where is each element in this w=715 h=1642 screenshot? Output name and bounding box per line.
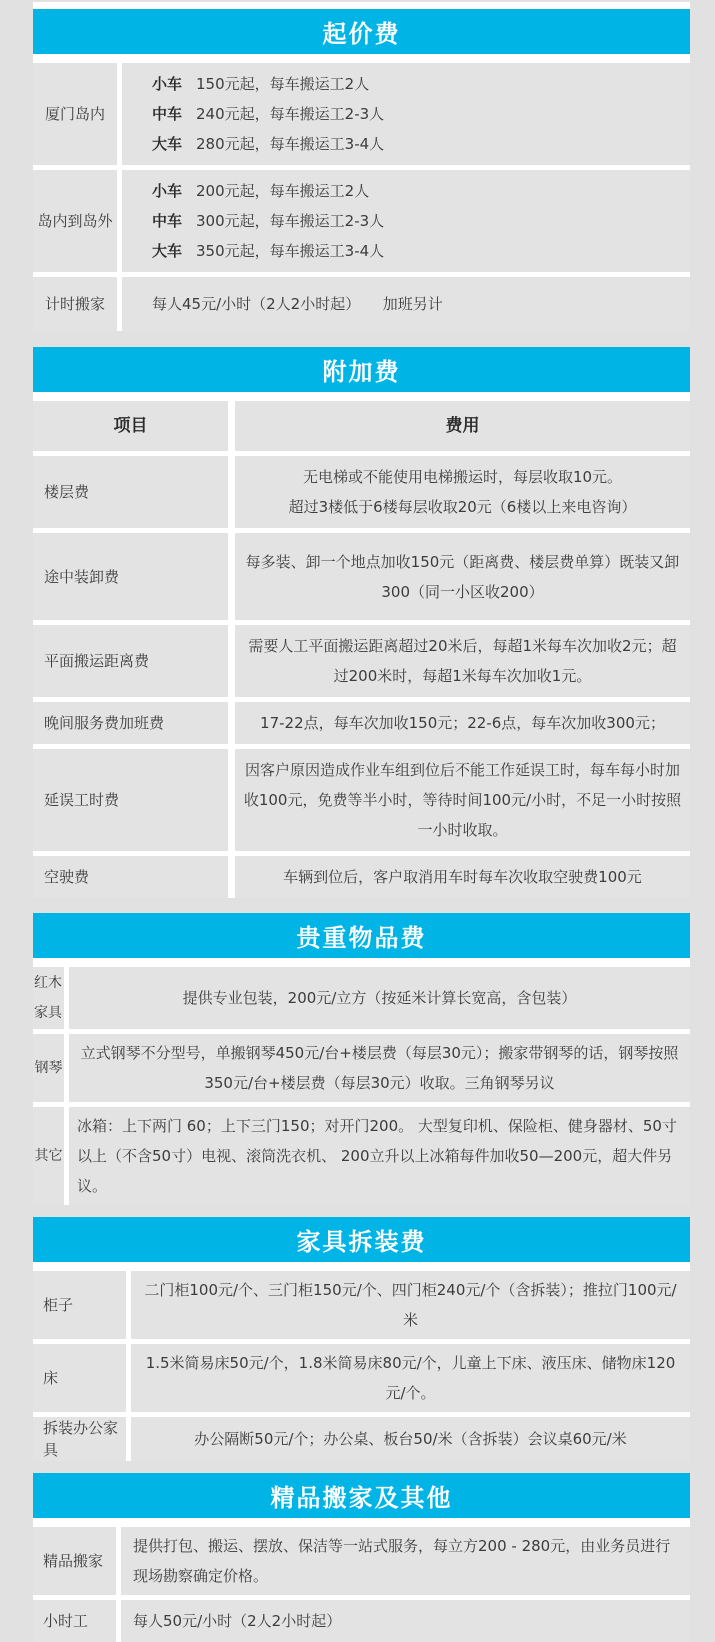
table-row: [33, 1271, 690, 1339]
price-line: [152, 206, 682, 236]
table-row: [33, 63, 690, 165]
table-row: [33, 967, 690, 1029]
table-row: [33, 1600, 690, 1642]
price-desc: 300元起，每车搬运工2-3人: [196, 212, 385, 230]
price-line: [152, 99, 682, 129]
price-line: [152, 129, 682, 159]
fee-text: 17-22点，每车次加收150元；22-6点，每车次加收300元；: [260, 714, 665, 732]
vehicle-type: 中车: [152, 212, 183, 230]
table-row: [33, 456, 690, 528]
column-header-item: 项目: [33, 401, 228, 451]
price-desc: 240元起，每车搬运工2-3人: [196, 105, 385, 123]
vehicle-type: 小车: [152, 182, 183, 200]
pricing-sheet: [33, 2, 690, 1642]
row-value: [235, 625, 690, 697]
fee-line: 无电梯或不能使用电梯搬运时，每层收取10元。: [302, 468, 623, 486]
table-row: [33, 1344, 690, 1412]
price-desc: 200元起，每车搬运工2人: [196, 182, 370, 200]
vehicle-type: 大车: [152, 135, 183, 153]
row-value: [131, 1271, 690, 1339]
fee-text: 车辆到位后，客户取消用车时每车次收取空驶费100元: [283, 868, 642, 886]
table-row: [33, 856, 690, 898]
price-desc: 280元起，每车搬运工3-4人: [196, 135, 385, 153]
row-label: 精品搬家: [33, 1527, 116, 1595]
price-line: 每人45元/小时（2人2小时起） 加班另计: [152, 295, 443, 313]
row-value: [235, 533, 690, 620]
section-furniture: [33, 1217, 690, 1461]
row-value: [122, 277, 690, 331]
row-label: 拆装办公家具: [33, 1417, 126, 1461]
row-value: [235, 749, 690, 851]
table-row: [33, 1107, 690, 1205]
row-label: 途中装卸费: [33, 533, 228, 620]
fee-text: 因客户原因造成作业车组到位后不能工作延误工时，每车每小时加收100元，免费等半小时，等待时间100元/小时，不足一小时按照一小时收取。: [243, 761, 682, 839]
vehicle-type: 中车: [152, 105, 183, 123]
row-label: 钢琴: [33, 1034, 64, 1102]
row-value: [122, 63, 690, 165]
row-value: [69, 967, 690, 1029]
section-title-surcharge: 附加费: [33, 347, 690, 392]
price-desc: 350元起，每车搬运工3-4人: [196, 242, 385, 260]
fee-text: 1.5米简易床50元/个，1.8米简易床80元/个，儿童上下床、液压床、储物床120元/个。: [145, 1354, 676, 1402]
section-base-fee: [33, 2, 690, 331]
table-row: [33, 1034, 690, 1102]
row-label: 岛内到岛外: [33, 170, 117, 272]
table-row: [33, 533, 690, 620]
table-row: [33, 702, 690, 744]
row-label: 床: [33, 1344, 126, 1412]
section-valuables: [33, 913, 690, 1205]
section-surcharge: [33, 347, 690, 898]
section-title-valuables: 贵重物品费: [33, 913, 690, 958]
fee-text: 每多装、卸一个地点加收150元（距离费、楼层费单算）既装又卸300（同一小区收200）: [245, 552, 680, 601]
fee-text: 提供专业包装，200元/立方（按延米计算长宽高，含包装）: [182, 989, 577, 1007]
row-value: [69, 1107, 690, 1205]
vehicle-type: 小车: [152, 75, 183, 93]
row-label: 其它: [33, 1107, 64, 1205]
row-value: [131, 1417, 690, 1461]
row-label: 晚间服务费加班费: [33, 702, 228, 744]
section-title-premium: 精品搬家及其他: [33, 1473, 690, 1518]
fee-text: 冰箱：上下两门 60；上下三门150；对开门200。 大型复印机、保险柜、健身器材、50寸以上（不含50寸）电视、滚筒洗衣机、 200立升以上冰箱每件加收50—200元，超大件另议。: [77, 1117, 677, 1195]
row-value: [235, 702, 690, 744]
column-header-fee: 费用: [235, 401, 690, 451]
row-label: 空驶费: [33, 856, 228, 898]
row-label: 楼层费: [33, 456, 228, 528]
fee-text: 每人50元/小时（2人2小时起）: [133, 1612, 342, 1630]
section-title-furniture: 家具拆装费: [33, 1217, 690, 1262]
row-value: [235, 456, 690, 528]
table-row: [33, 625, 690, 697]
row-label: 计时搬家: [33, 277, 117, 331]
price-line: [152, 176, 682, 206]
row-label: 红木家具: [33, 967, 64, 1029]
price-desc: 150元起，每车搬运工2人: [196, 75, 370, 93]
table-row: [33, 749, 690, 851]
row-value: [121, 1527, 690, 1595]
fee-text: 二门柜100元/个、三门柜150元/个、四门柜240元/个（含拆装）；推拉门100元/米: [144, 1281, 677, 1329]
row-label: 平面搬运距离费: [33, 625, 228, 697]
table-header-row: [33, 401, 690, 451]
row-label: 柜子: [33, 1271, 126, 1339]
price-line: [152, 69, 682, 99]
row-label: 小时工: [33, 1600, 116, 1642]
vehicle-type: 大车: [152, 242, 183, 260]
table-row: [33, 170, 690, 272]
row-value: [121, 1600, 690, 1642]
fee-text: 办公隔断50元/个；办公桌、板台50/米（含拆装）会议桌60元/米: [194, 1430, 627, 1448]
row-value: [122, 170, 690, 272]
row-value: [131, 1344, 690, 1412]
section-title-base-fee: 起价费: [33, 9, 690, 54]
price-line: [152, 236, 682, 266]
row-value: [69, 1034, 690, 1102]
fee-line: 超过3楼低于6楼每层收取20元（6楼以上来电咨询）: [288, 498, 637, 516]
fee-text: 需要人工平面搬运距离超过20米后，每超1米每车次加收2元；超过200米时，每超1米每车次加收1元。: [248, 637, 677, 685]
section-premium: [33, 1473, 690, 1642]
fee-text: 提供打包、搬运、摆放、保洁等一站式服务，每立方200 - 280元，由业务员进行现场勘察确定价格。: [133, 1537, 671, 1585]
row-label: 厦门岛内: [33, 63, 117, 165]
table-row: [33, 277, 690, 331]
row-value: [235, 856, 690, 898]
fee-text: 立式钢琴不分型号，单搬钢琴450元/台+楼层费（每层30元）；搬家带钢琴的话，钢琴按照350元/台+楼层费（每层30元）收取。三角钢琴另议: [80, 1044, 679, 1092]
table-row: [33, 1527, 690, 1595]
row-label: 延误工时费: [33, 749, 228, 851]
table-row: [33, 1417, 690, 1461]
